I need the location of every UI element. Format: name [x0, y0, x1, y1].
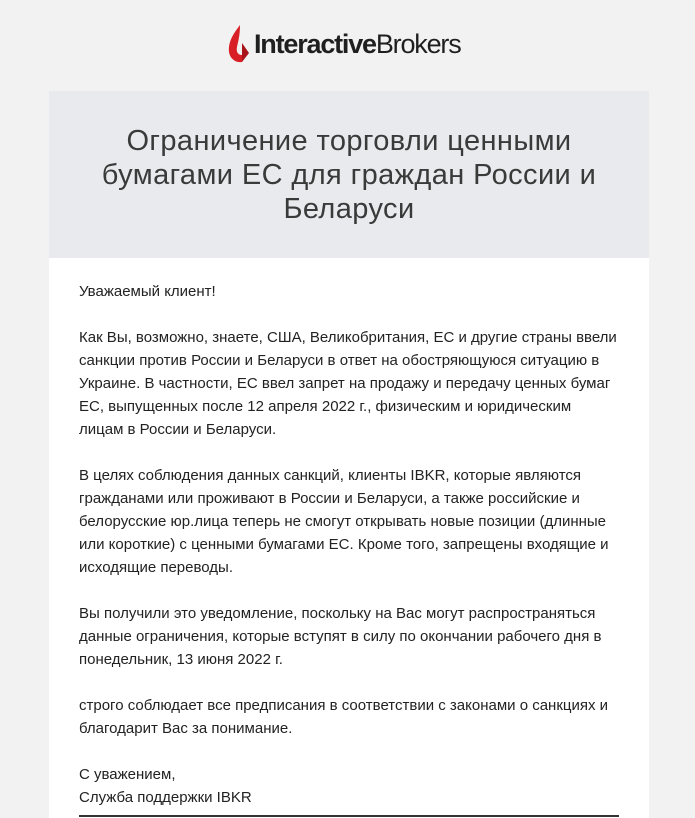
paragraph-sanctions: Как Вы, возможно, знаете, США, Великобритания, ЕС и другие страны ввели санкции против России и Беларуси в ответ на обостряющуюся ситуацию в Украине. В частности, ЕС ввел запрет на продажу и передачу ценных бумаг ЕС, выпущенных после 12 апреля 2022 г., физическим и юридическим лицам в России и Беларуси.: [79, 329, 617, 438]
closing: [79, 763, 619, 809]
closing-signature: Служба поддержки IBKR: [79, 789, 252, 806]
interactive-brokers-logo[interactable]: [228, 24, 461, 64]
closing-regards: С уважением,: [79, 766, 176, 783]
letter-body: [49, 258, 649, 809]
logo-wordmark-bold: Interactive: [254, 28, 376, 59]
greeting: Уважаемый клиент!: [79, 283, 216, 300]
hero-banner: [49, 91, 649, 258]
paragraph-restrictions: В целях соблюдения данных санкций, клиенты IBKR, которые являются гражданами или проживают в России и Беларуси, а также российские и белорусские юр.лица теперь не смогут открывать новые позиции (длинные или короткие) с ценными бумагами ЕС. Кроме того, запрещены входящие и исходящие переводы.: [79, 467, 609, 576]
logo-wordmark: [254, 28, 461, 59]
page-title: Ограничение торговли ценными бумагами ЕС для граждан России и Беларуси: [101, 124, 597, 225]
paragraph-compliance: строго соблюдает все предписания в соответствии с законами о санкциях и благодарит Вас за понимание.: [79, 697, 609, 737]
flame-icon: [228, 25, 250, 63]
paragraph-notice: Вы получили это уведомление, поскольку на Вас могут распространяться данные ограничения, которые вступят в силу по окончании рабочего дня в понедельник, 13 июня 2022 г.: [79, 605, 602, 668]
divider: [79, 815, 619, 817]
logo-wordmark-regular: Brokers: [375, 28, 461, 59]
message-card: [49, 91, 649, 818]
header: [0, 0, 695, 91]
